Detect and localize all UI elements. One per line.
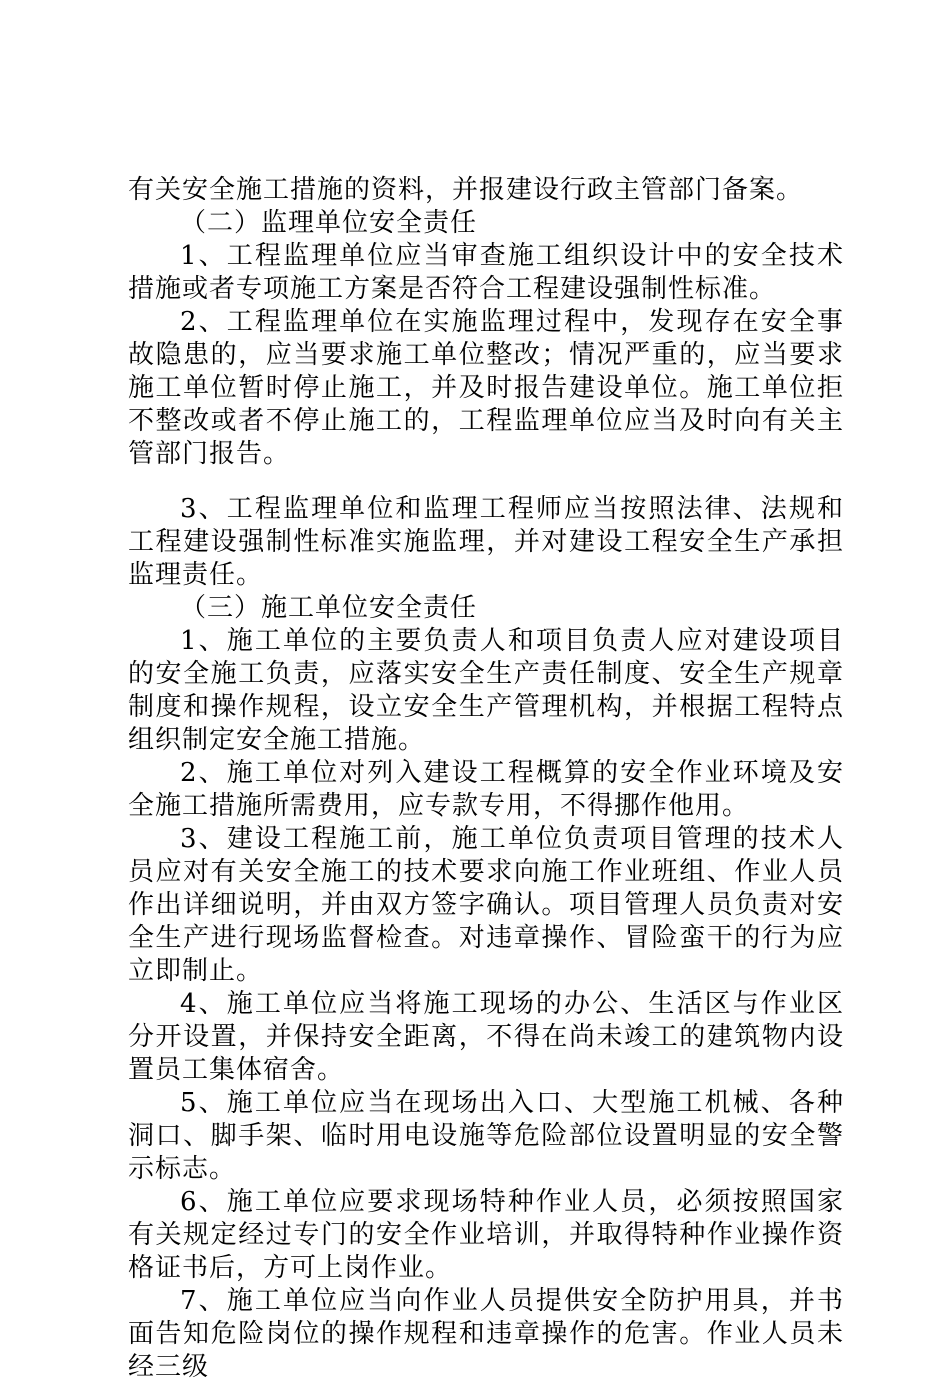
paragraph-continuation: 有关安全施工措施的资料，并报建设行政主管部门备案。	[128, 175, 804, 205]
paragraph-construction-6: 6、施工单位应要求现场特种作业人员，必须按照国家有关规定经过专门的安全作业培训，并取得特种作业操作资格证书后，方可上岗作业。	[128, 1187, 844, 1283]
paragraph-gap	[128, 471, 844, 493]
paragraph-construction-2: 2、施工单位对列入建设工程概算的安全作业环境及安全施工措施所需费用，应专款专用，不得挪作他用。	[128, 758, 844, 821]
section-heading-supervision: （二）监理单位安全责任	[180, 208, 478, 238]
paragraph-construction-4: 4、施工单位应当将施工现场的办公、生活区与作业区分开设置，并保持安全距离，不得在尚未竣工的建筑物内设置员工集体宿舍。	[128, 989, 844, 1085]
section-heading-construction: （三）施工单位安全责任	[180, 593, 478, 623]
document-body	[128, 174, 844, 1384]
paragraph-supervision-1: 1、工程监理单位应当审查施工组织设计中的安全技术措施或者专项施工方案是否符合工程建设强制性标准。	[128, 241, 844, 304]
paragraph-construction-7: 7、施工单位应当向作业人员提供安全防护用具，并书面告知危险岗位的操作规程和违章操作的危害。作业人员未经三级	[128, 1286, 844, 1382]
paragraph-supervision-2: 2、工程监理单位在实施监理过程中，发现存在安全事故隐患的，应当要求施工单位整改；情况严重的，应当要求施工单位暂时停止施工，并及时报告建设单位。施工单位拒不整改或者不停止施工的，工程监理单位应当及时向有关主管部门报告。	[128, 307, 844, 469]
paragraph-construction-3: 3、建设工程施工前，施工单位负责项目管理的技术人员应对有关安全施工的技术要求向施工作业班组、作业人员作出详细说明，并由双方签字确认。项目管理人员负责对安全生产进行现场监督检查。对违章操作、冒险蛮干的行为应立即制止。	[128, 824, 844, 986]
paragraph-supervision-3: 3、工程监理单位和监理工程师应当按照法律、法规和工程建设强制性标准实施监理，并对建设工程安全生产承担监理责任。	[128, 494, 844, 590]
paragraph-construction-1: 1、施工单位的主要负责人和项目负责人应对建设项目的安全施工负责，应落实安全生产责任制度、安全生产规章制度和操作规程，设立安全生产管理机构，并根据工程特点组织制定安全施工措施。	[128, 626, 844, 755]
paragraph-construction-5: 5、施工单位应当在现场出入口、大型施工机械、各种洞口、脚手架、临时用电设施等危险部位设置明显的安全警示标志。	[128, 1088, 844, 1184]
